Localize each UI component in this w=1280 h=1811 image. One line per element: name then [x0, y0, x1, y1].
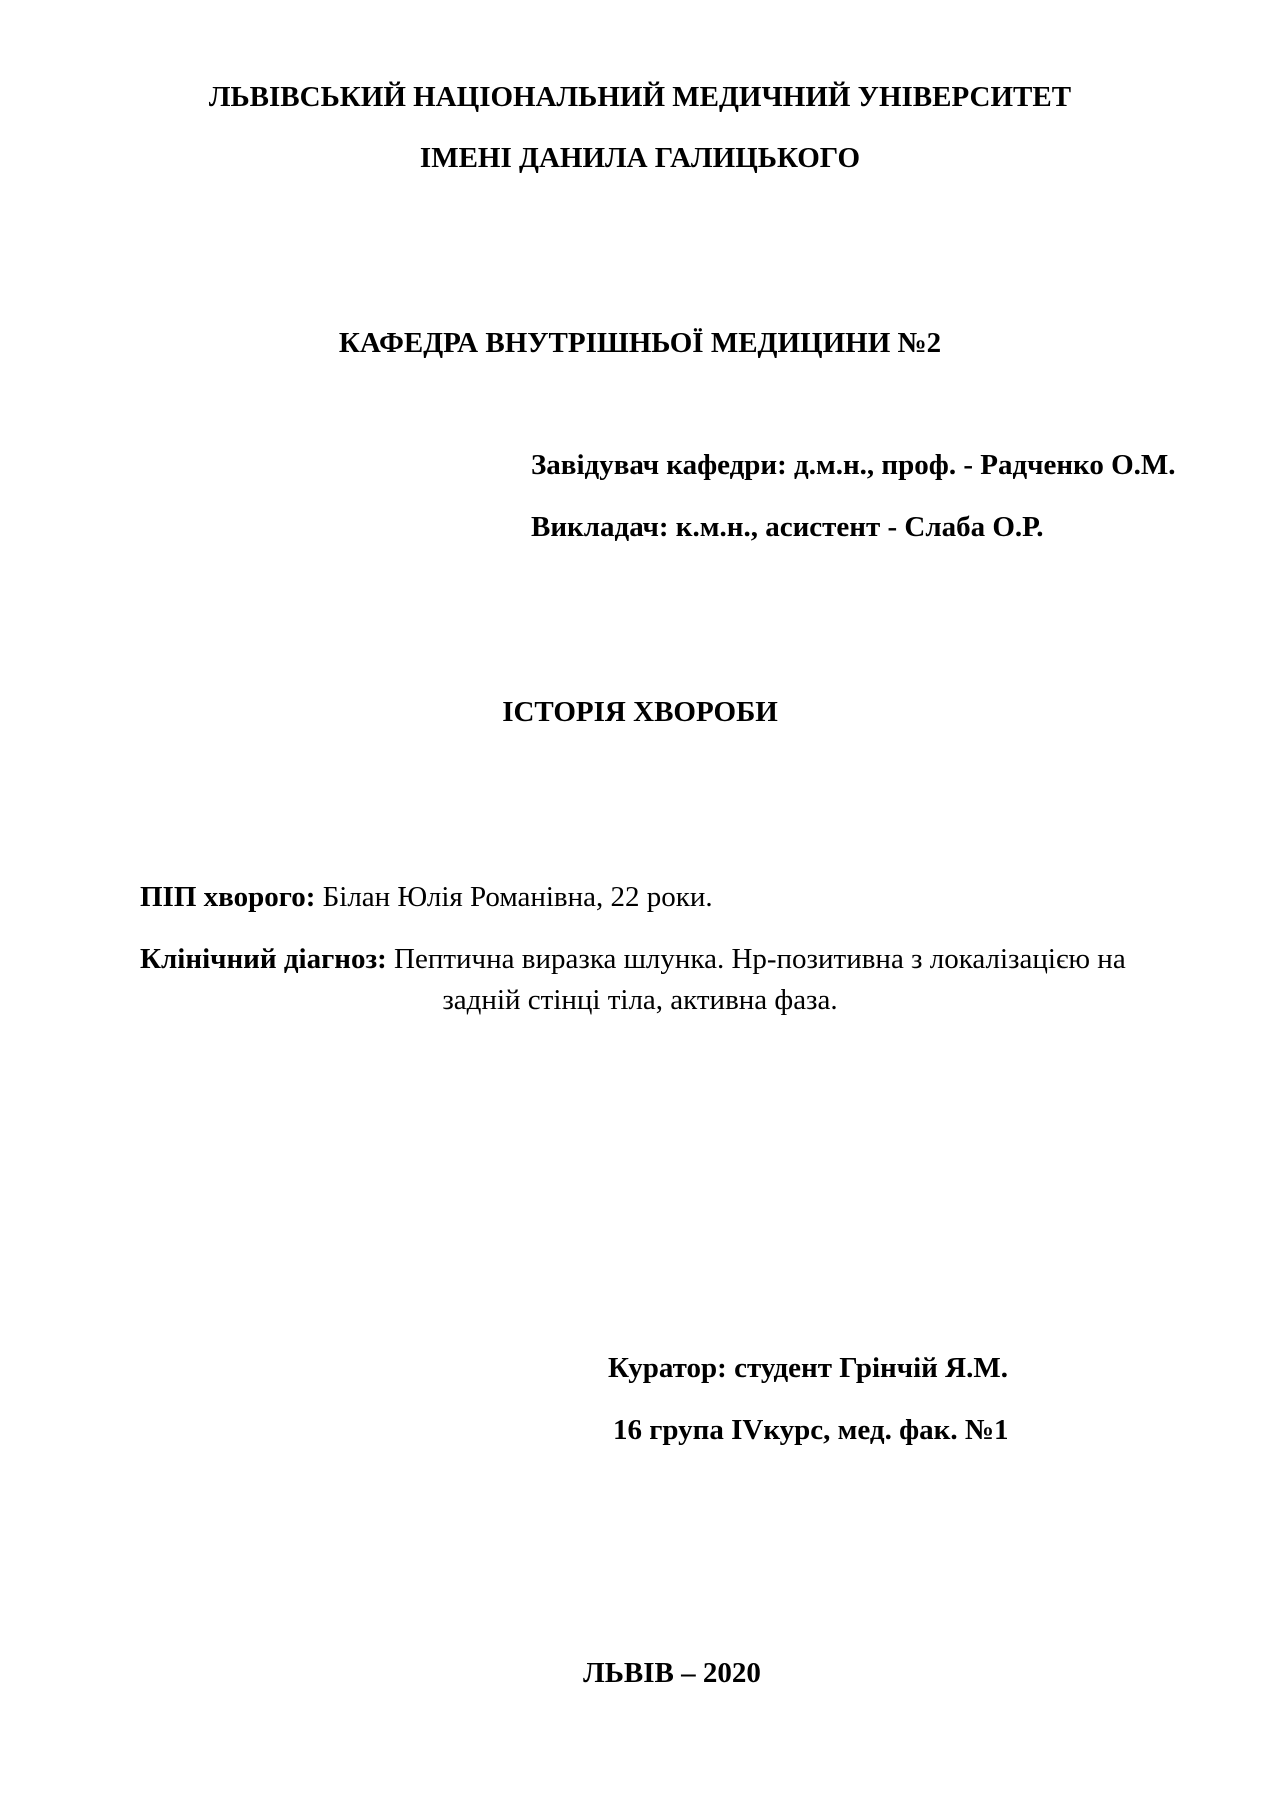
curator-name: Куратор: студент Грінчій Я.М. — [608, 1352, 1008, 1384]
patient-name-label: ПІП хворого: — [140, 881, 316, 913]
city-year: ЛЬВІВ – 2020 — [583, 1657, 761, 1689]
department-head: Завідувач кафедри: д.м.н., проф. - Радченко О.М. — [531, 449, 1176, 481]
diagnosis-line — [140, 942, 1126, 976]
patient-name-line — [140, 880, 713, 914]
diagnosis-value-line2: задній стінці тіла, активна фаза. — [442, 984, 838, 1016]
department-name: КАФЕДРА ВНУТРІШНЬОЇ МЕДИЦИНИ №2 — [338, 327, 942, 359]
document-title: ІСТОРІЯ ХВОРОБИ — [502, 696, 778, 728]
diagnosis-label: Клінічний діагноз: — [140, 943, 387, 975]
curator-group: 16 група IVкурс, мед. фак. №1 — [613, 1414, 1009, 1446]
university-name-line2: ІМЕНІ ДАНИЛА ГАЛИЦЬКОГО — [419, 142, 861, 174]
patient-name-value: Білан Юлія Романівна, 22 роки. — [315, 881, 713, 913]
diagnosis-value-line1: Пептична виразка шлунка. Нр-позитивна з локалізацією на — [386, 943, 1126, 975]
university-name-line1: ЛЬВІВСЬКИЙ НАЦІОНАЛЬНИЙ МЕДИЧНИЙ УНІВЕРСИТЕТ — [208, 81, 1072, 113]
teacher: Викладач: к.м.н., асистент - Слаба О.Р. — [531, 511, 1044, 543]
